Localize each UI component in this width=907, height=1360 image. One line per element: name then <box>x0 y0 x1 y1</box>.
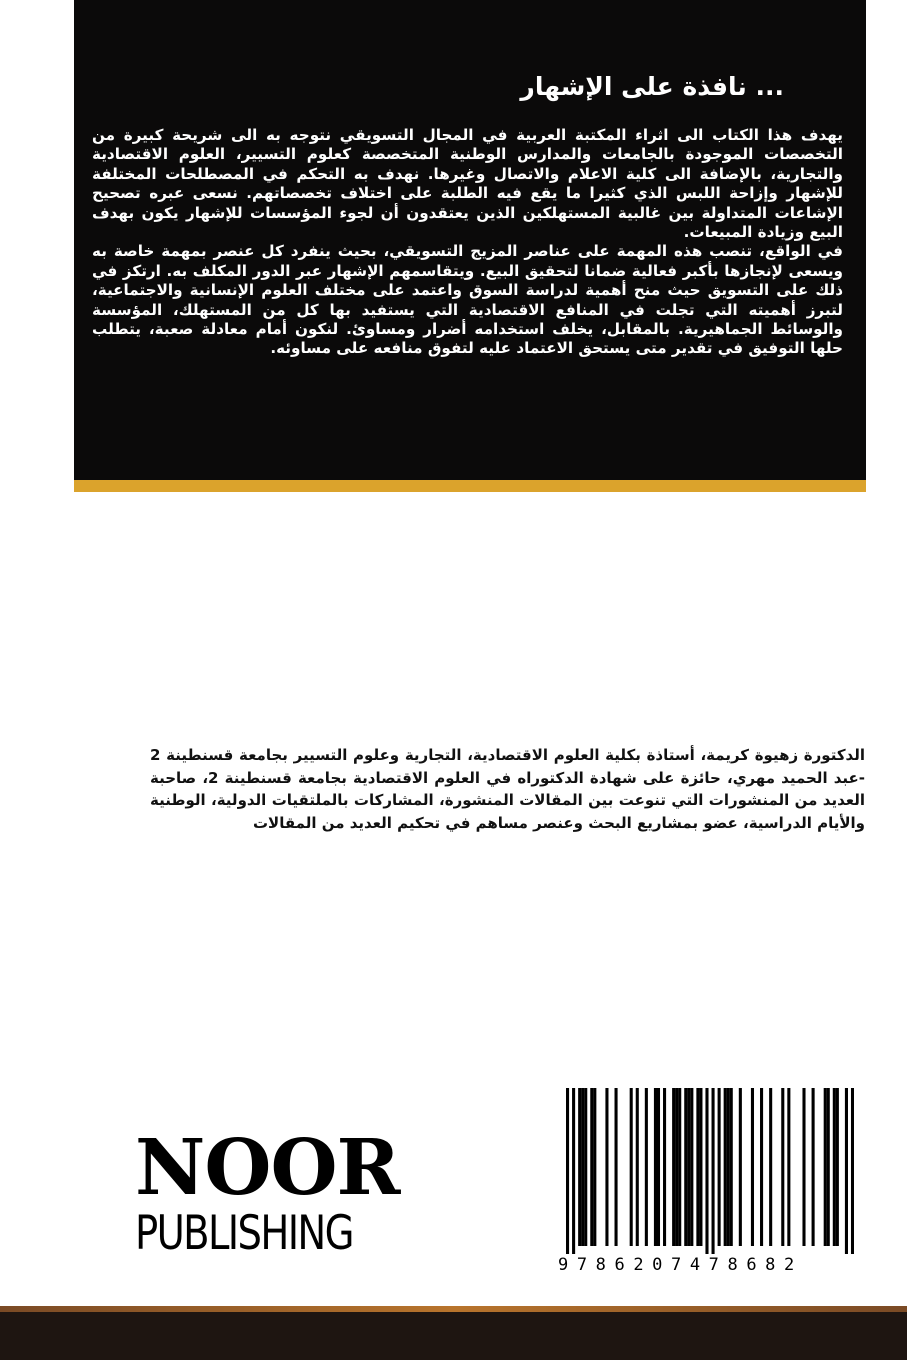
barcode-bar <box>705 1088 708 1254</box>
barcode-bar <box>760 1088 763 1246</box>
barcode-bar <box>730 1088 733 1246</box>
barcode-bar <box>645 1088 648 1246</box>
barcode-bar <box>845 1088 848 1254</box>
barcode-bar <box>566 1088 569 1254</box>
barcode-bar <box>718 1088 721 1246</box>
barcode-bar <box>615 1088 618 1246</box>
barcode-bar <box>787 1088 790 1246</box>
barcode-bar <box>654 1088 657 1246</box>
gold-divider <box>74 480 866 492</box>
barcode-bar <box>724 1088 727 1246</box>
author-bio: الدكتورة زهيوة كريمة، أستاذة بكلية العلوم الاقتصادية، التجارية وعلوم التسيير بجامعة قسنطينة 2 -عبد الحميد مهري، حائزة على شهادة الدكتوراه في العلوم الاقتصادية بجامعة قسنطينة 2، صاحبة العديد من المنشورات التي تنوعت بين المقالات المنشورة، المشاركات بالملتقيات الدولية، الوطنية والأيام الدراسية، عضو بمشاريع البحث وعنصر مساهم في تحكيم العديد من المقالات <box>150 746 866 832</box>
barcode-bar <box>727 1088 730 1246</box>
isbn-barcode <box>558 1088 858 1280</box>
bottom-band <box>0 1306 907 1360</box>
barcode-bar <box>630 1088 633 1246</box>
barcode-bar <box>663 1088 666 1246</box>
barcode-bar <box>812 1088 815 1246</box>
barcode-bar <box>672 1088 675 1246</box>
barcode-bar <box>581 1088 584 1246</box>
blurb-text <box>92 126 843 359</box>
barcode-bar <box>769 1088 772 1246</box>
barcode-bar <box>690 1088 693 1246</box>
barcode-bar <box>605 1088 608 1246</box>
barcode-bar <box>590 1088 593 1246</box>
barcode-bar <box>687 1088 690 1246</box>
barcode-bar <box>584 1088 587 1246</box>
barcode-bar <box>572 1088 575 1254</box>
barcode-bar <box>851 1088 854 1254</box>
barcode-bar <box>833 1088 836 1246</box>
barcode-bar <box>675 1088 678 1246</box>
barcode-bar <box>578 1088 581 1246</box>
barcode-bar <box>827 1088 830 1246</box>
blurb-paragraph-2: في الواقع، تنصب هذه المهمة على عناصر المزيج التسويقي، بحيث ينفرد كل عنصر بمهمة خاصة به ويسعى لإنجازها بأكبر فعالية ضمانا لتحقيق البيع. ويتقاسمهم الإشهار عبر الدور المكلف به. ارتكز في ذلك على التسويق حيث منح أهمية لدراسة السوق واعتمد على مختلف العلوم الإنسانية والاجتماعية، لتبرز أهميته التي تجلت في المنافع الاقتصادية التي يستفيد بها كل من المستهلك، المؤسسة والوسائط الجماهيرية. بالمقابل، يخلف استخدامه أضرار ومساوئ. لنكون أمام معادلة صعبة، يتطلب حلها التوفيق في تقدير متى يستحق الاعتماد عليه لتفوق منافعه على مساوئه. <box>92 242 843 358</box>
barcode-bar <box>712 1088 715 1254</box>
bottom-band-line <box>0 1306 907 1312</box>
publisher-logo-line-1: NOOR <box>135 1123 400 1213</box>
barcode-bar <box>836 1088 839 1246</box>
isbn-digits: 9786207478682 <box>558 1255 803 1275</box>
barcode-bar <box>696 1088 699 1246</box>
barcode-bar <box>684 1088 687 1246</box>
barcode-bar <box>657 1088 660 1246</box>
barcode-bar <box>751 1088 754 1246</box>
barcode-bar <box>678 1088 681 1246</box>
barcode-bar <box>824 1088 827 1246</box>
blurb-title: ... نافذة على الإشهار <box>520 72 784 101</box>
blurb-paragraph-1: يهدف هذا الكتاب الى اثراء المكتبة العربية في المجال التسويقي نتوجه به الى شريحة كبيرة من التخصصات الموجودة بالجامعات والمدارس الوطنية المتخصصة كعلوم التسيير، العلوم الاقتصادية والتجارية، بالإضافة الى كلية الاعلام والاتصال وغيرها. نهدف به التحكم في المصطلحات المختلفة للإشهار وإزاحة اللبس الذي كثيرا ما يقع فيه الطلبة على اختلاف تخصصاتهم. نسعى عبره تصحيح الإشاعات المتداولة بين غالبية المستهلكين الذين يعتقدون أن لجوء المؤسسات للإشهار يكون بهدف البيع وزيادة المبيعات. <box>92 126 843 242</box>
publisher-logo-line-2: PUBLISHING <box>135 1206 353 1261</box>
barcode-bar <box>593 1088 596 1246</box>
barcode-bar <box>781 1088 784 1246</box>
barcode-bar <box>739 1088 742 1246</box>
barcode-bars <box>566 1088 854 1254</box>
publisher-logo <box>135 1123 435 1261</box>
barcode-bar <box>802 1088 805 1246</box>
barcode-bar <box>636 1088 639 1246</box>
barcode-bar <box>699 1088 702 1246</box>
